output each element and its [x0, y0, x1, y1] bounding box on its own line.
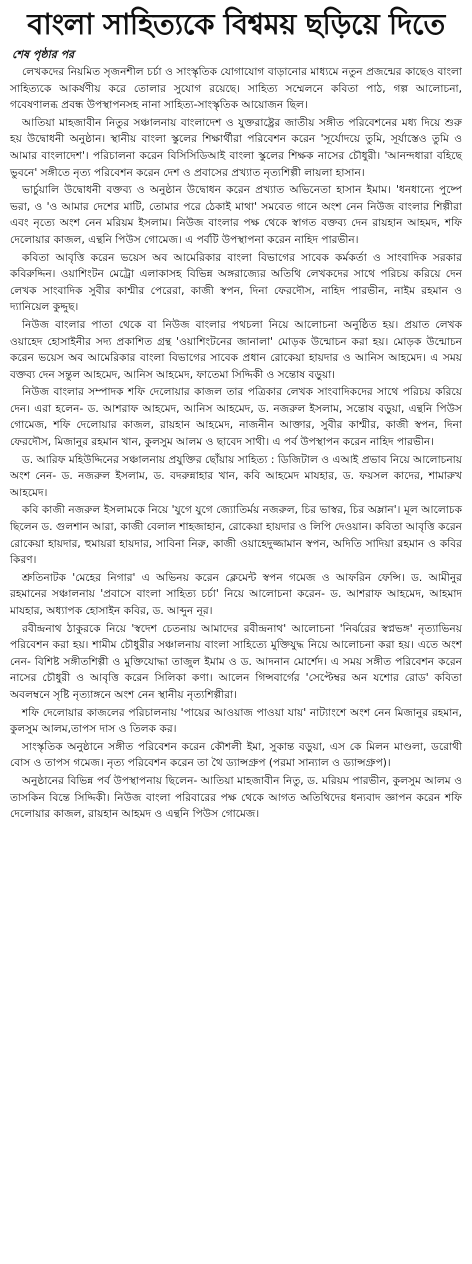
paragraph: শ্রুতিনাটক 'মেহের নিগার' এ অভিনয় করেন ক্লেমেন্ট স্বপন গমেজ ও আফরিন ফেন্সি। ড. আমীনুর রহমানের সঞ্চালনায় 'প্রবাসে বাংলা সাহিত্য চর্চা' নিয়ে আলোচনা করেন- ড. আশরাফ আহমেদ, আহমাদ মাযহার, অধ্যাপক হোসাইন কবির, ড. আব্দুন নূর।: [10, 571, 462, 617]
paragraph: আতিয়া মাহজাবীন নিতুর সঞ্চালনায় বাংলাদেশ ও যুক্তরাষ্ট্রের জাতীয় সঙ্গীত পরিবেশনের মধ্য দিয়ে শুরু হয় উদ্বোধনী অনুষ্ঠান। স্থানীয় বাংলা স্কুলের শিক্ষার্থীরা পরিবেশন করেন 'সূর্যোদয়ে তুমি, সূর্যাস্তেও তুমি ও আমার বাংলাদেশ'। পরিচালনা করেন বিসিসিডিআই বাংলা স্কুলের শিক্ষক নাসের চৌধুরী। 'আনন্দধারা বহিছে ভুবনে' সঙ্গীতে নৃত্য পরিবেশন করেন দেশ ও প্রবাসের প্রখ্যাত নৃত্যশিল্পী লায়লা হাসান।: [10, 116, 462, 179]
paragraph: সাংস্কৃতিক অনুষ্ঠানে সঙ্গীত পরিবেশন করেন কৌশলী ইমা, সুকান্ত বড়ুয়া, এস কে মিলন মাণ্ডলা, ডরোথী বোস ও তাপস গমেজ। নৃত্য পরিবেশন করেন তা থৈ ড্যান্সগ্রুপ (পরমা সান্যাল ও ড্যান্সগ্রুপ)।: [10, 740, 462, 770]
paragraph: নিউজ বাংলার সম্পাদক শফি দেলোয়ার কাজল তার পত্রিকার লেখক সাংবাদিকদের সাথে পরিচয় করিয়ে দেন। এরা হলেন- ড. আশরাফ আহমেদ, আনিস আহমেদ, ড. নজরুল ইসলাম, সন্তোষ বড়ুয়া, এন্থনি পিউস গোমেজ, শফি দেলোয়ার কাজল, রায়হান আহমেদ, নাজনীন আক্তার, সুবীর কাশ্মীর, কাজী স্বপন, দিনা ফেরদৌস, মিজানুর রহমান খান, কুলসুম আলম ও ছাবেদ সাথী। এ পর্ব উপস্থাপন করেন নাহিদ পারভীন।: [10, 386, 462, 449]
paragraph: লেখকদের নিয়মিত সৃজনশীল চর্চা ও সাংস্কৃতিক যোগাযোগ বাড়ানোর মাধ্যমে নতুন প্রজন্মের কাছেও বাংলা সাহিত্যকে আকর্ষণীয় করে তোলার সুযোগ রয়েছে। সাহিত্য সম্মেলনে কবিতা পাঠ, গল্প আলোচনা, গবেষণালব্ধ প্রবন্ধ উপস্থাপনসহ নানা সাহিত্য-সাংস্কৃতিক আয়োজন ছিল।: [10, 66, 462, 112]
paragraph: রবীন্দ্রনাথ ঠাকুরকে নিয়ে 'স্বদেশ চেতনায় আমাদের রবীন্দ্রনাথ' আলোচনা 'নির্ঝরের স্বপ্নভঙ্গ' নৃত্যাভিনয় পরিবেশন করা হয়। শামীম চৌধুরীর সঞ্চালনায় বাংলা সাহিত্যে মুক্তিযুদ্ধ নিয়ে আলোচনা করা হয়। এতে অংশ নেন- বিশিষ্ট সঙ্গীতশিল্পী ও মুক্তিযোদ্ধা তাজুল ইমাম ও ড. আদনান মোর্শেদ। এ সময় সঙ্গীত পরিবেশন করেন নাসের চৌধুরী ও আবৃত্তি করেন সিলিকা কণা। আলেন গিন্সবার্গের 'সেপ্টেম্বর অন যশোর রোড' কবিতা অবলম্বনে সৃষ্টি নৃত্যাঙ্গনে অংশ নেন স্থানীয় নৃত্যশিল্পীরা।: [10, 622, 462, 701]
paragraph: ড. আরিফ মহিউদ্দিনের সঞ্চালনায় প্রযুক্তির ছোঁয়ায় সাহিত্য : ডিজিটাল ও এআই প্রভাব নিয়ে আলোচনায় অংশ নেন- ড. নজরুল ইসলাম, ড. বদরুন্নাহার খান, কবি আহমেদ মাযহার, ড. ফয়সল কাদের, শামারুখ আহমেদ।: [10, 453, 462, 499]
paragraph: অনুষ্ঠানের বিভিন্ন পর্ব উপস্থাপনায় ছিলেন- আতিয়া মাহজাবীন নিতু, ড. মরিয়ম পারভীন, কুলসুম আলম ও তাসকিন বিন্তে সিদ্দিকী। নিউজ বাংলা পরিবারের পক্ষ থেকে আগত অতিথিদের ধন্যবাদ জ্ঞাপন করেন শফি দেলোয়ার কাজল, রায়হান আহমদ ও এন্থনি পিউস গোমেজ।: [10, 774, 462, 821]
article-body: [10, 64, 462, 823]
continuation-label: শেষ পৃষ্ঠার পর: [12, 48, 75, 61]
paragraph: কবিতা আবৃত্তি করেন ভয়েস অব আমেরিকার বাংলা বিভাগের সাবেক কর্মকর্তা ও সাংবাদিক সরকার কবিরুদ্দিন। ওয়াশিংটন মেট্রো এলাকাসহ বিভিন্ন অঙ্গরাজ্যের অতিথি লেখকদের সাথে পরিচয় করিয়ে দেন লেখক সাংবাদিক সুবীর কাশ্মীর পেরেরা, কাজী স্বপন, দিনা ফেরদৌস, নাহিদ পারভীন, নাইম রহমান ও দ্যানিয়েল কুদ্দুছ।: [10, 251, 462, 314]
paragraph: ভার্চুয়ালি উদ্বোধনী বক্তব্য ও অনুষ্ঠান উদ্বোধন করেন প্রখ্যাত অভিনেতা হাসান ইমাম। 'ধনধান্যে পুষ্পে ভরা, ও 'ও আমার দেশের মাটি, তোমার পরে ঠেকাই মাথা' সমবেত গানে অংশ নেন নিউজ বাংলার শিল্পীরা এবং নৃত্যে অংশ নেন মরিয়ম ইসলাম। নিউজ বাংলার পক্ষ থেকে স্বাগত বক্তব্য দেন রায়হান আহমদ, শফি দেলোয়ার কাজল, এন্থনি পিউস গোমেজ। এ পর্বটি উপস্থাপনা করেন নাহিদ পারভীন।: [10, 184, 462, 246]
headline: বাংলা সাহিত্যকে বিশ্বময় ছড়িয়ে দিতে: [27, 7, 445, 41]
paragraph: কবি কাজী নজরুল ইসলামকে নিয়ে 'যুগে যুগে জ্যোতির্ময় নজরুল, চির ভাস্বর, চির অম্লান'। মূল আলোচক ছিলেন ড. গুলশান আরা, কাজী বেলাল শাহজাহান, রোকেয়া হায়দার ও লিপি দেওয়ান। কবিতা আবৃত্তি করেন রোকেয়া হায়দার, হুমায়রা হায়দার, সাবিনা নিরু, কাজী ওয়াহেদুজ্জামান স্বপন, অদিতি সাদিয়া রহমান ও কবির কিরণ।: [10, 504, 462, 567]
paragraph: নিউজ বাংলার পাতা থেকে বা নিউজ বাংলার পথচলা নিয়ে আলোচনা অনুষ্ঠিত হয়। প্রয়াত লেখক ওয়াহেদ হোসাইনীর সদ্য প্রকাশিত গ্রন্থ 'ওয়াশিংটনের জানালা' মোড়ক উন্মোচন করা হয়। মোড়ক উন্মোচন করেন ভয়েস অব আমেরিকার বাংলা বিভাগের সাবেক প্রধান রোকেয়া হায়দার ও আনিস আহমেদ। এ সময় বক্তব্য দেন সন্তুল আহমেদ, আনিস আহমেদ, ফাতেমা সিদ্দিকী ও সন্তোষ বড়ুয়া।: [10, 318, 462, 381]
paragraph: শফি দেলোয়ার কাজলের পরিচালনায় 'পায়ের আওয়াজ পাওয়া যায়' নাট্যাংশে অংশ নেন মিজানুর রহমান, কুলসুম আলম,তাপস দাস ও তিলক কর।: [10, 706, 462, 736]
